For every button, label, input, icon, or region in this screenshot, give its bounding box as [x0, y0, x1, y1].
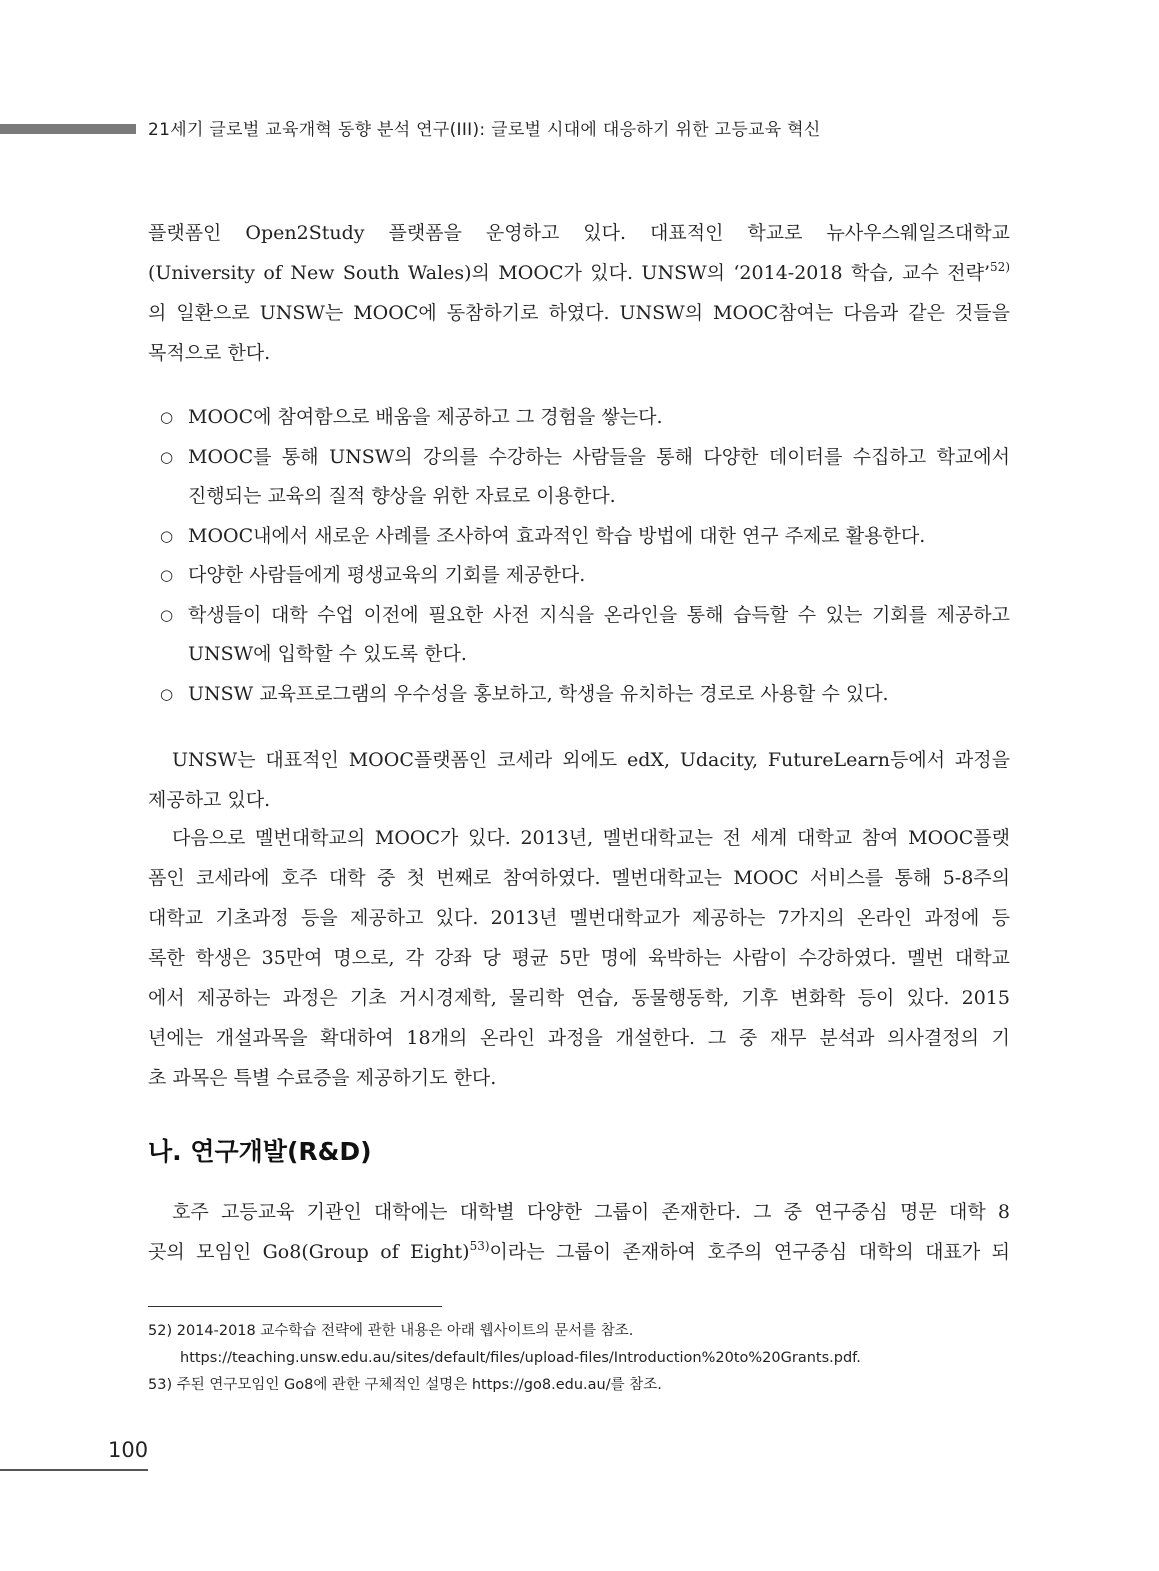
- paragraph-unsw-platforms: [148, 740, 1010, 820]
- page-number-rule: [0, 1469, 148, 1471]
- circle-bullet-icon: ○: [160, 684, 174, 703]
- footnote-divider: [148, 1306, 442, 1307]
- footnote-ref-52[interactable]: 52): [990, 260, 1010, 274]
- paragraph-line: 폼인 코세라에 호주 대학 중 첫 번째로 참여하였다. 멜번대학교는 MOOC 서비스를 통해 5-8주의: [148, 867, 1010, 889]
- paragraph-line: 제공하고 있다.: [148, 789, 271, 811]
- paragraph-line: (University of New South Wales)의 MOOC가 있다. UNSW의 ‘2014-2018 학습, 교수 전략’$^{52)}$: [148, 260, 1010, 284]
- paragraph-go8: [148, 1192, 1010, 1272]
- paragraph-line: 호주 고등교육 기관인 대학에는 대학별 다양한 그룹이 존재한다. 그 중 연구중심 명문 대학 8: [172, 1201, 1010, 1223]
- list-item: ○ MOOC내에서 새로운 사례를 조사하여 효과적인 학습 방법에 대한 연구 주제로 활용한다.: [160, 517, 1010, 557]
- list-item: ○ MOOC에 참여함으로 배움을 제공하고 그 경험을 쌓는다.: [160, 398, 1010, 438]
- paragraph-line: 플랫폼인 Open2Study 플랫폼을 운영하고 있다. 대표적인 학교로 뉴사우스웨일즈대학교: [148, 222, 1010, 244]
- footnote-52-url[interactable]: https://teaching.unsw.edu.au/sites/default/files/upload-files/Introduction%20to%20Grants.pdf.: [180, 1350, 861, 1366]
- list-item: ○ MOOC를 통해 UNSW의 강의를 수강하는 사람들을 통해 다양한 데이터를 수집하고 학교에서 진행되는 교육의 질적 향상을 위한 자료로 이용한다.: [160, 438, 1010, 517]
- footnote-ref-53[interactable]: 53): [469, 1239, 490, 1253]
- header-accent-bar: [0, 124, 136, 134]
- footnote-53: 53) 주된 연구모임인 Go8에 관한 구체적인 설명은 https://go8.edu.au/를 참조.: [148, 1377, 662, 1393]
- section-heading-rnd: 나. 연구개발(R&D): [148, 1137, 372, 1166]
- circle-bullet-icon: ○: [160, 566, 174, 584]
- paragraph-line: 곳의 모임인 Go8(Group of Eight)$^{53)}$이라는 그룹이 존재하여 호주의 연구중심 대학의 대표가 되: [148, 1239, 1010, 1263]
- footnotes: [148, 1318, 1018, 1399]
- list-item: ○ UNSW 교육프로그램의 우수성을 홍보하고, 학생을 유치하는 경로로 사용할 수 있다.: [160, 675, 1010, 715]
- circle-bullet-icon: ○: [160, 605, 174, 624]
- paragraph-line: UNSW는 대표적인 MOOC플랫폼인 코세라 외에도 edX, Udacity, FutureLearn등에서 과정을: [172, 749, 1010, 771]
- running-header-title: 21세기 글로벌 교육개혁 동향 분석 연구(III): 글로벌 시대에 대응하기 위한 고등교육 혁신: [148, 120, 821, 140]
- circle-bullet-icon: ○: [160, 526, 174, 545]
- mooc-goals-list: [160, 398, 1010, 714]
- page-number: 100: [108, 1438, 149, 1462]
- list-item: ○ 학생들이 대학 수업 이전에 필요한 사전 지식을 온라인을 통해 습득할 수 있는 기회를 제공하고 UNSW에 입학할 수 있도록 한다.: [160, 596, 1010, 675]
- paragraph-intro: [148, 213, 1010, 373]
- circle-bullet-icon: ○: [160, 447, 174, 466]
- footnote-52: 52) 2014-2018 교수학습 전략에 관한 내용은 아래 웹사이트의 문서를 참조.: [148, 1323, 634, 1339]
- paragraph-line: 대학교 기초과정 등을 제공하고 있다. 2013년 멜번대학교가 제공하는 7가지의 온라인 과정에 등: [148, 907, 1010, 929]
- circle-bullet-icon: ○: [160, 408, 174, 426]
- paragraph-line: 초 과목은 특별 수료증을 제공하기도 한다.: [148, 1067, 497, 1089]
- paragraph-line: 록한 학생은 35만여 명으로, 각 강좌 당 평균 5만 명에 육박하는 사람이 수강하였다. 멜번 대학교: [148, 947, 1010, 969]
- paragraph-melbourne: [148, 818, 1010, 1098]
- paragraph-line: 목적으로 한다.: [148, 342, 271, 364]
- paragraph-line: 에서 제공하는 과정은 기초 거시경제학, 물리학 연습, 동물행동학, 기후 변화학 등이 있다. 2015: [148, 987, 1010, 1009]
- paragraph-line: 다음으로 멜번대학교의 MOOC가 있다. 2013년, 멜번대학교는 전 세계 대학교 참여 MOOC플랫: [172, 827, 1010, 849]
- paragraph-line: 의 일환으로 UNSW는 MOOC에 동참하기로 하였다. UNSW의 MOOC참여는 다음과 같은 것들을: [148, 302, 1010, 324]
- paragraph-line: 년에는 개설과목을 확대하여 18개의 온라인 과정을 개설한다. 그 중 재무 분석과 의사결정의 기: [148, 1027, 1010, 1049]
- list-item: ○ 다양한 사람들에게 평생교육의 기회를 제공한다.: [160, 556, 1010, 596]
